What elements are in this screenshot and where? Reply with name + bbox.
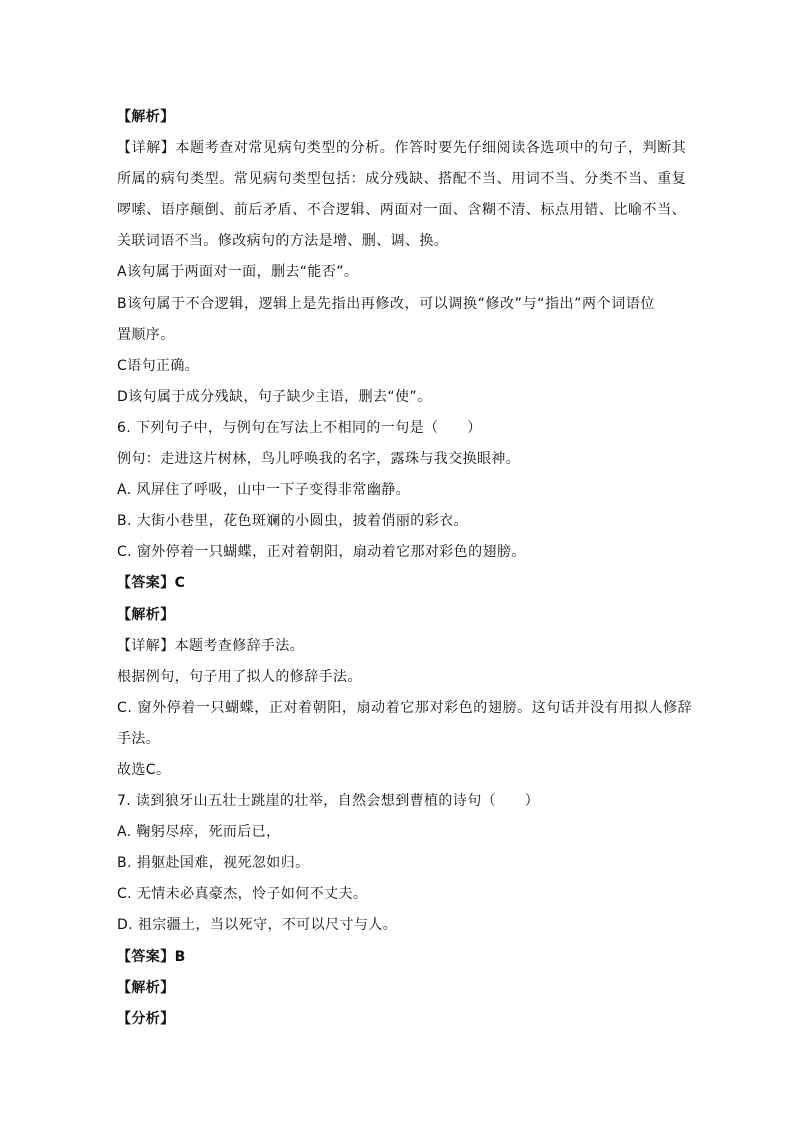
option-b-explanation-line-2: 置顺序。 (117, 326, 175, 343)
document-body (117, 102, 693, 1035)
detail-paragraph-line-2: 所属的病句类型。常见病句类型包括：成分残缺、搭配不当、用词不当、分类不当、重复 (117, 171, 687, 188)
option-c-explanation: C语句正确。 (117, 357, 200, 374)
question-7-option-a: A. 鞠躬尽瘁，死而后已， (117, 824, 281, 841)
question-6-answer: 【答案】C (117, 575, 186, 592)
question-6-option-c-note-line-1: C. 窗外停着一只蝴蝶，正对着朝阳，扇动着它那对彩色的翅膀。这句话并没有用拟人修辞 (117, 699, 693, 716)
question-7-analysis-subheading: 【分析】 (117, 1010, 175, 1027)
question-6-option-a: A. 风屏住了呼吸，山中一下子变得非常幽静。 (117, 482, 411, 499)
question-6-analysis-heading: 【解析】 (117, 606, 175, 623)
question-7-option-b: B. 捐躯赴国难，视死忽如归。 (117, 855, 310, 872)
detail-paragraph-line-3: 啰嗦、语序颠倒、前后矛盾、不合逻辑、两面对一面、含糊不清、标点用错、比喻不当、 (117, 202, 687, 219)
detail-paragraph-line-4: 关联词语不当。修改病句的方法是增、删、调、换。 (117, 233, 449, 250)
question-7-answer: 【答案】B (117, 948, 186, 965)
question-6-option-b: B. 大街小巷里，花色斑斓的小圆虫，披着俏丽的彩衣。 (117, 513, 468, 530)
option-b-explanation-line-1: B该句属于不合逻辑，逻辑上是先指出再修改，可以调换“修改”与“指出”两个词语位 (117, 295, 656, 312)
option-a-explanation: A该句属于两面对一面，删去“能否”。 (117, 264, 359, 281)
question-7-option-c: C. 无情未必真豪杰，怜子如何不丈夫。 (117, 886, 368, 903)
question-7-analysis-heading: 【解析】 (117, 979, 175, 996)
analysis-heading: 【解析】 (117, 109, 175, 125)
option-d-explanation: D该句属于成分残缺，句子缺少主语，删去“使”。 (117, 388, 432, 405)
question-6-reasoning: 根据例句，句子用了拟人的修辞手法。 (117, 668, 362, 685)
question-6-example: 例句：走进这片树林，鸟儿呼唤我的名字，露珠与我交换眼神。 (117, 451, 521, 468)
question-6-option-c: C. 窗外停着一只蝴蝶，正对着朝阳，扇动着它那对彩色的翅膀。 (117, 544, 526, 561)
question-7-stem: 7. 读到狼牙山五壮士跳崖的壮举，自然会想到曹植的诗句（ ） (117, 793, 540, 810)
question-6-option-c-note-line-2: 手法。 (117, 730, 161, 747)
question-7-option-d: D. 祖宗疆土，当以死守，不可以尺寸与人。 (117, 917, 398, 934)
detail-paragraph-line-1: 【详解】本题考查对常见病句类型的分析。作答时要先仔细阅读各选项中的句子，判断其 (117, 140, 687, 157)
question-6-detail: 【详解】本题考查修辞手法。 (117, 637, 305, 654)
question-6-stem: 6. 下列句子中，与例句在写法上不相同的一句是（ ） (117, 419, 482, 436)
question-6-choice: 故选C。 (117, 761, 171, 778)
